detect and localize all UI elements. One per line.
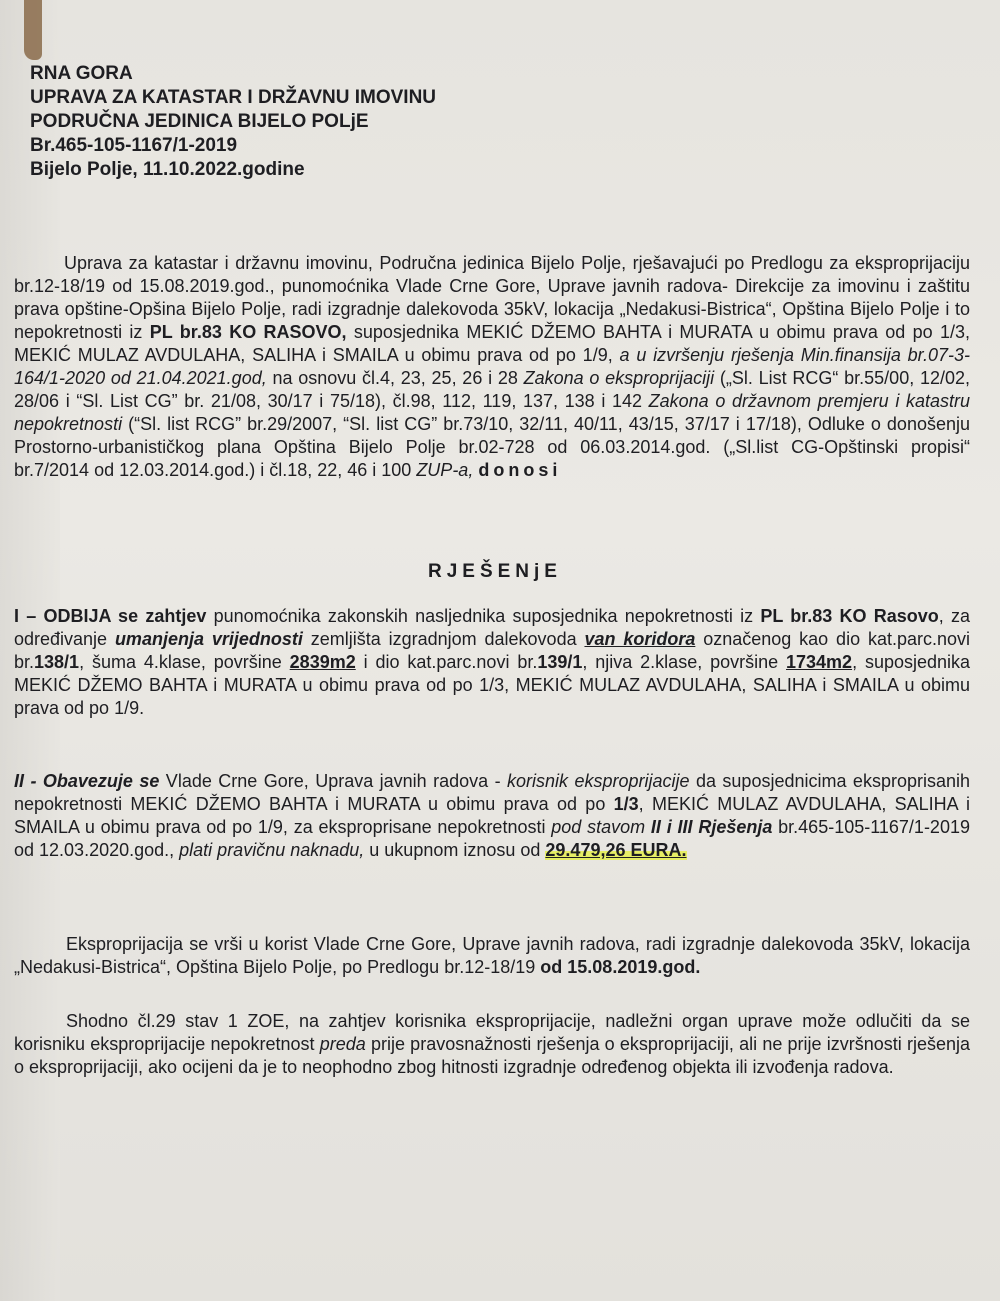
header-country: RNA GORA <box>30 63 133 84</box>
document-header <box>30 62 436 182</box>
header-unit: PODRUČNA JEDINICA BIJELO POLjE <box>30 111 369 132</box>
section-one: I – ODBIJA se zahtjev punomoćnika zakonskih nasljednika suposjednika nepokretnosti iz PL br.83 KO Rasovo, za određivanje umanjenja vrijednosti zemljišta izgradnjom dalekovoda van koridora označenog kao dio kat.parc.novi br.138/1, šuma 4.klase, površine 2839m2 i dio kat.parc.novi br.139/1, njiva 2.klase, površine 1734m2, suposjednika MEKIĆ DŽEMO BAHTA i MURATA u obimu prava od po 1/3, MEKIĆ MULAZ AVDULAHA, SALIHA i SMAILA u obimu prava od po 1/9. <box>14 606 971 718</box>
show-through-reverse-text <box>750 870 930 1290</box>
decision-title: RJEŠENjE <box>428 561 562 582</box>
section-two: II - Obavezuje se Vlade Crne Gore, Uprava javnih radova - korisnik eksproprijacije da suposjednicima eksproprisanih nepokretnosti MEKIĆ DŽEMO BAHTA i MURATA u obimu prava od po 1/3, MEKIĆ MULAZ AVDULAHA, SALIHA i SMAILA u obimu prava od po 1/9, za eksproprisane nepokretnosti pod stavom II i III Rješenja br.465-105-1167/1-2019 od 12.03.2020.god., plati pravičnu naknadu, u ukupnom iznosu od 29.479,26 EURA. <box>14 771 970 860</box>
header-place-date: Bijelo Polje, 11.10.2022.godine <box>30 159 305 180</box>
highlighted-amount: 29.479,26 EURA. <box>545 840 687 860</box>
header-case-number: Br.465-105-1167/1-2019 <box>30 135 238 156</box>
intro-pl: PL br.83 KO RASOVO, <box>149 322 347 342</box>
paragraph-handover: Shodno čl.29 stav 1 ZOE, na zahtjev korisnika eksproprijacije, nadležni organ uprave može odlučiti da se korisniku eksproprijacije nepokretnost preda prije pravosnažnosti rješenja o eksproprijaciji, ali ne prije izvršnosti rješenja o eksproprijaciji, ako ocijeni da je to neophodno zbog hitnosti izgradnje određenog objekta ili izvođenja radova. <box>14 1011 970 1077</box>
intro-donosi: donosi <box>478 460 562 480</box>
intro-paragraph: Uprava za katastar i državnu imovinu, Područna jedinica Bijelo Polje, rješavajući po Predlogu za eksproprijaciju br.12-18/19 od 15.08.2019.god., punomoćnika Vlade Crne Gore, Uprave javnih radova- Direkcije za imovinu i zaštitu prava opštine-Opšina Bijelo Polje, radi izgradnje dalekovoda 35kV, lokacija „Nedakusi-Bistrica“, Opština Bijelo Polje i to nepokretnosti iz PL br.83 KO RASOVO, suposjednika MEKIĆ DŽEMO BAHTA i MURATA u obimu prava od po 1/3, MEKIĆ MULAZ AVDULAHA, SALIHA i SMAILA u obimu prava od po 1/9, a u izvršenju rješenja Min.finansija br.07-3-164/1-2020 od 21.04.2021.god, na osnovu čl.4, 23, 25, 26 i 28 Zakona o eksproprijaciji („Sl. List RCG“ br.55/00, 12/02, 28/06 i “Sl. List CG” br. 21/08, 30/17 i 75/18), čl.98, 112, 119, 137, 138 i 142 Zakona o državnom premjeru i katastru nepokretnosti (“Sl. list RCG” br.29/2007, “Sl. list CG” br.73/10, 32/11, 40/11, 43/15, 37/17 i 17/18), Odluke o donošenju Prostorno-urbanističkog plana Opština Bijelo Polje br.02-728 od 06.03.2014.god. („Sl.list CG-Opštinski propisi“ br.7/2014 od 12.03.2014.god.) i čl.18, 22, 46 i 100 ZUP-a, donosi <box>14 253 971 480</box>
torn-corner <box>24 0 42 60</box>
header-authority: UPRAVA ZA KATASTAR I DRŽAVNU IMOVINU <box>30 87 437 108</box>
paragraph-expropriation: Eksproprijacija se vrši u korist Vlade Crne Gore, Uprave javnih radova, radi izgradnje dalekovoda 35kV, lokacija „Nedakusi-Bistrica“, Opština Bijelo Polje, po Predlogu br.12-18/19 od 15.08.2019.god. <box>14 934 970 977</box>
